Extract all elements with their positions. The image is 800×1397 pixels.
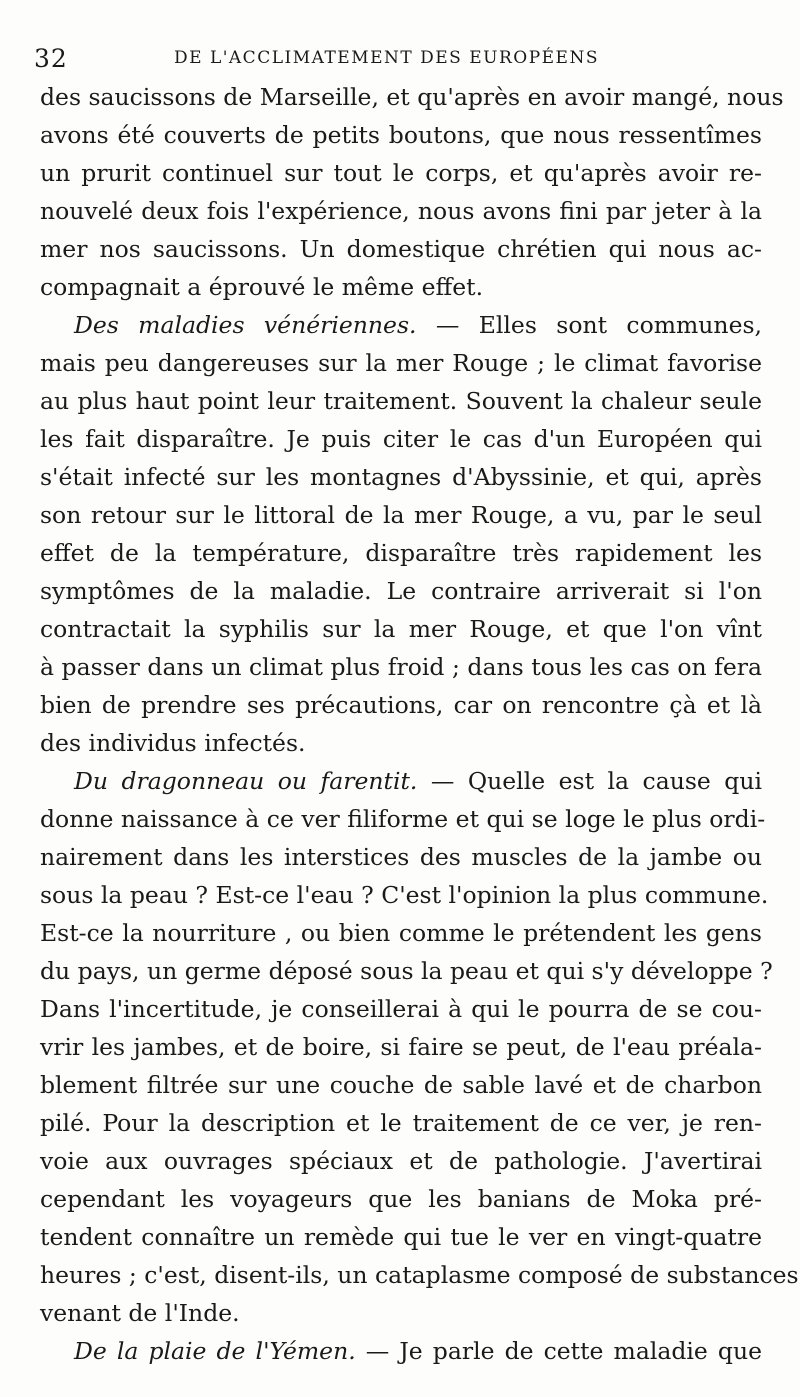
- line-text: Dans l'incertitude, je conseillerai à qui le pourra de se cou-: [40, 995, 762, 1023]
- line-text: compagnait a éprouvé le même effet.: [40, 273, 484, 301]
- line-text: avons été couverts de petits boutons, que nous ressentîmes: [40, 121, 762, 149]
- text-line: [40, 496, 762, 534]
- text-line: [40, 990, 762, 1028]
- line-text: à passer dans un climat plus froid ; dans tous les cas on fera: [40, 653, 762, 681]
- text-line: [40, 382, 762, 420]
- text-line: [40, 800, 766, 838]
- line-text: blement filtrée sur une couche de sable lavé et de charbon: [40, 1071, 762, 1099]
- body-text: [40, 78, 799, 1370]
- line-text: au plus haut point leur traitement. Souvent la chaleur seule: [40, 387, 762, 415]
- text-line: [40, 1142, 762, 1180]
- line-text: du pays, un germe déposé sous la peau et qui s'y développe ?: [40, 957, 773, 985]
- line-text: nairement dans les interstices des muscles de la jambe ou: [40, 843, 762, 871]
- line-text: mer nos saucissons. Un domestique chrétien qui nous ac-: [40, 235, 762, 263]
- line-text: des individus infectés.: [40, 729, 306, 757]
- line-text: effet de la température, disparaître très rapidement les: [40, 539, 762, 567]
- line-text: sous la peau ? Est-ce l'eau ? C'est l'opinion la plus commune.: [40, 881, 769, 909]
- line-text: tendent connaître un remède qui tue le ver en vingt-quatre: [40, 1223, 762, 1251]
- line-text: s'était infecté sur les montagnes d'Abyssinie, et qui, après: [40, 463, 762, 491]
- section-heading: Du dragonneau ou farentit.: [74, 767, 418, 795]
- text-line: [40, 230, 762, 268]
- page-header: [34, 44, 774, 74]
- text-line: [40, 534, 762, 572]
- text-line: [40, 192, 762, 230]
- line-text: pilé. Pour la description et le traitement de ce ver, je ren-: [40, 1109, 762, 1137]
- text-line: [40, 1104, 762, 1142]
- line-text: son retour sur le littoral de la mer Rouge, a vu, par le seul: [40, 501, 762, 529]
- line-text: nouvelé deux fois l'expérience, nous avons fini par jeter à la: [40, 197, 762, 225]
- line-text: bien de prendre ses précautions, car on rencontre çà et là: [40, 691, 762, 719]
- text-line: [40, 1028, 762, 1066]
- text-line: [40, 344, 762, 382]
- line-text: symptômes de la maladie. Le contraire arriverait si l'on: [40, 577, 762, 605]
- text-line: [40, 686, 762, 724]
- text-line: [40, 876, 769, 914]
- text-line: [40, 1218, 762, 1256]
- running-title: DE L'ACCLIMATEMENT DES EUROPÉENS: [174, 48, 599, 68]
- text-line: [40, 1332, 762, 1370]
- line-text: donne naissance à ce ver filiforme et qui se loge le plus ordi-: [40, 805, 766, 833]
- text-line: [40, 724, 762, 762]
- text-line: [40, 762, 762, 800]
- page-number: 32: [34, 44, 68, 73]
- text-line: [40, 572, 762, 610]
- text-line: [40, 952, 773, 990]
- section-heading: De la plaie de l'Yémen.: [74, 1337, 356, 1365]
- text-line: [40, 268, 762, 306]
- line-text: Est-ce la nourriture , ou bien comme le prétendent les gens: [40, 919, 762, 947]
- line-text: — Je parle de cette maladie que: [355, 1337, 763, 1365]
- line-text: mais peu dangereuses sur la mer Rouge ; le climat favorise: [40, 349, 762, 377]
- line-text: des saucissons de Marseille, et qu'après en avoir mangé, nous: [40, 83, 784, 111]
- text-line: [40, 838, 762, 876]
- line-text: venant de l'Inde.: [40, 1299, 240, 1327]
- line-text: voie aux ouvrages spéciaux et de pathologie. J'avertirai: [40, 1147, 762, 1175]
- text-line: [40, 1180, 762, 1218]
- line-text: heures ; c'est, disent-ils, un cataplasme composé de substances: [40, 1261, 799, 1289]
- text-line: [40, 116, 762, 154]
- section-heading: Des maladies vénériennes.: [74, 311, 417, 339]
- text-line: [40, 420, 762, 458]
- line-text: cependant les voyageurs que les banians de Moka pré-: [40, 1185, 762, 1213]
- text-line: [40, 914, 762, 952]
- line-text: vrir les jambes, et de boire, si faire se peut, de l'eau préala-: [40, 1033, 762, 1061]
- text-line: [40, 306, 762, 344]
- text-line: [40, 1066, 762, 1104]
- text-line: [40, 648, 762, 686]
- line-text: les fait disparaître. Je puis citer le cas d'un Européen qui: [40, 425, 762, 453]
- text-line: [40, 458, 762, 496]
- text-line: [40, 1294, 762, 1332]
- line-text: contractait la syphilis sur la mer Rouge, et que l'on vînt: [40, 615, 762, 643]
- line-text: un prurit continuel sur tout le corps, et qu'après avoir re-: [40, 159, 762, 187]
- line-text: — Quelle est la cause qui: [417, 767, 762, 795]
- text-line: [40, 78, 784, 116]
- text-line: [40, 610, 762, 648]
- line-text: — Elles sont communes,: [416, 311, 763, 339]
- text-line: [40, 1256, 799, 1294]
- text-line: [40, 154, 762, 192]
